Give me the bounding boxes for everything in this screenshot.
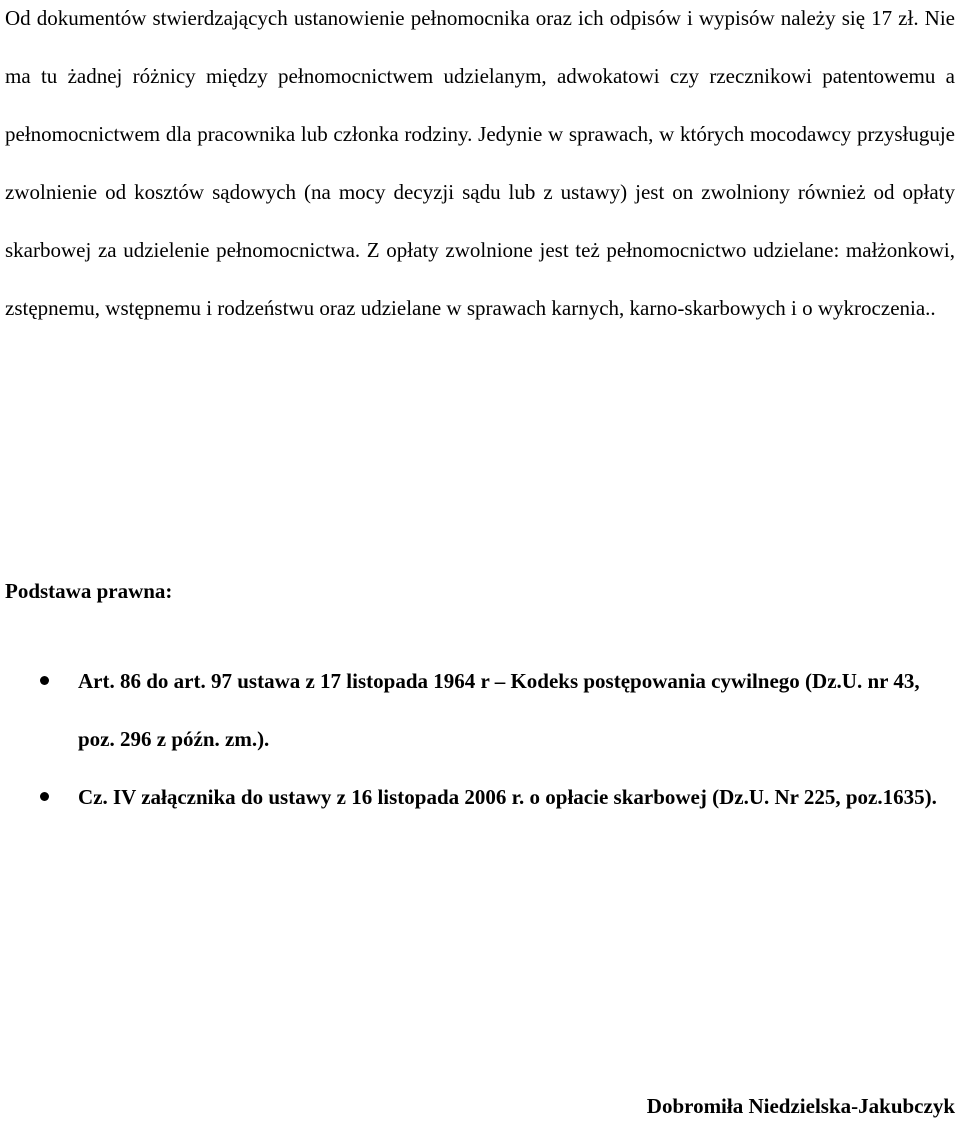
body-paragraph: Od dokumentów stwierdzających ustanowienie pełnomocnika oraz ich odpisów i wypisów należy się 17 zł. Nie ma tu żadnej różnicy między pełnomocnictwem udzielanym, adwokatowi czy rzecznikowi patentowemu a pełnomocnictwem dla pracownika lub członka rodziny. Jedynie w sprawach, w których mocodawcy przysługuje zwolnienie od kosztów sądowych (na mocy decyzji sądu lub z ustawy) jest on zwolniony również od opłaty skarbowej za udzielenie pełnomocnictwa. Z opłaty zwolnione jest też pełnomocnictwo udzielane: małżonkowi, zstępnemu, wstępnemu i rodzeństwu oraz udzielane w sprawach karnych, karno-skarbowych i o wykroczenia.. xyxy=(5,6,955,320)
legal-basis-item xyxy=(0,652,960,768)
legal-basis-item-text: Art. 86 do art. 97 ustawa z 17 listopada 1964 r – Kodeks postępowania cywilnego (Dz.U. nr 43, poz. 296 z późn. zm.). xyxy=(78,669,920,751)
bullet-icon xyxy=(40,792,49,801)
bullet-icon xyxy=(40,676,49,685)
legal-basis-heading: Podstawa prawna: xyxy=(5,579,173,603)
author-signature: Dobromiła Niedzielska-Jakubczyk xyxy=(646,1094,955,1118)
legal-basis-list xyxy=(0,652,960,826)
legal-basis-item xyxy=(0,768,960,826)
legal-basis-item-text: Cz. IV załącznika do ustawy z 16 listopada 2006 r. o opłacie skarbowej (Dz.U. Nr 225, poz.1635). xyxy=(78,785,937,809)
